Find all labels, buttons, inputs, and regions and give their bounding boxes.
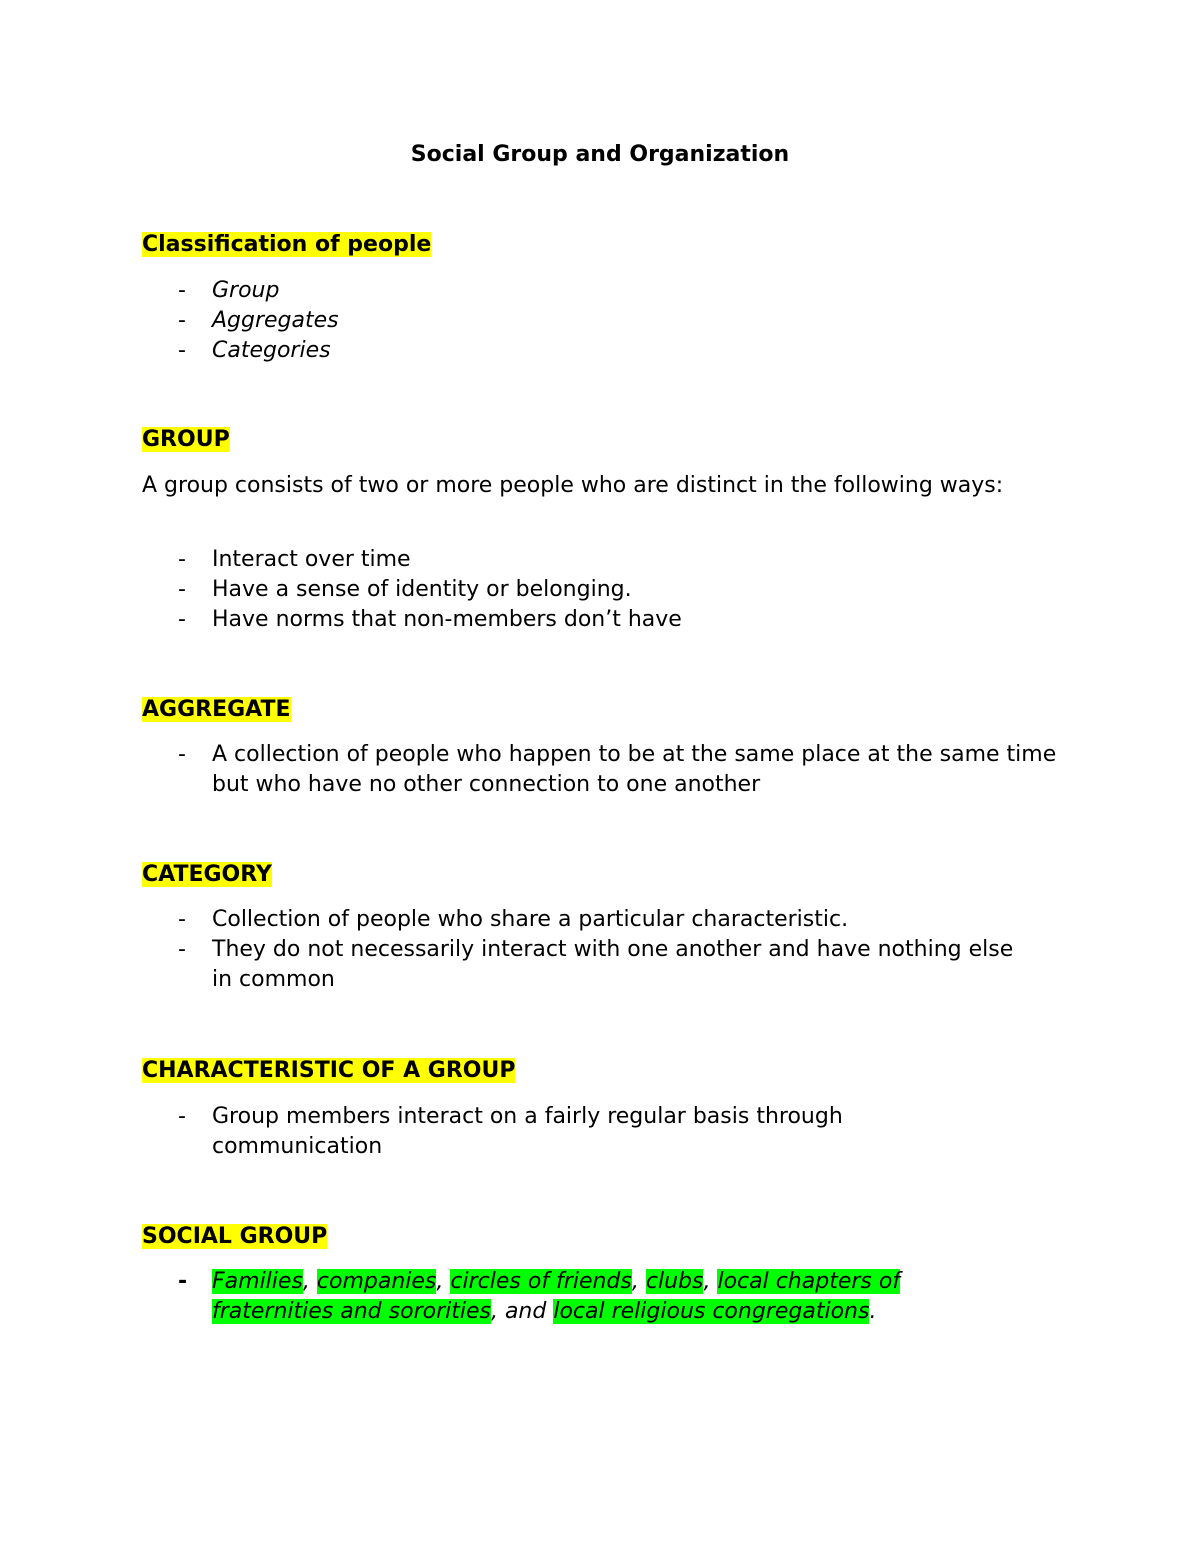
aggregate-list bbox=[142, 740, 1072, 800]
list-item: Aggregates bbox=[212, 308, 339, 333]
section-social-group bbox=[142, 1222, 327, 1252]
list-item: Categories bbox=[212, 338, 331, 363]
characteristic-list bbox=[142, 1102, 912, 1162]
separator: , bbox=[631, 1269, 646, 1294]
bullet: - bbox=[178, 607, 186, 632]
separator: , and bbox=[490, 1299, 554, 1324]
example-highlight: Families bbox=[212, 1269, 303, 1294]
list-item: Have norms that non-members don’t have bbox=[212, 607, 682, 632]
section-heading: Classification of people bbox=[142, 232, 432, 257]
section-heading: SOCIAL GROUP bbox=[142, 1224, 328, 1249]
separator: , bbox=[436, 1269, 451, 1294]
bullet: - bbox=[178, 742, 186, 767]
list-item: Collection of people who share a particular characteristic. bbox=[212, 907, 849, 932]
list-item: Group members interact on a fairly regular basis through communication bbox=[212, 1104, 843, 1159]
group-paragraph: A group consists of two or more people who are distinct in the following ways: bbox=[142, 473, 1004, 498]
section-characteristic bbox=[142, 1056, 515, 1086]
section-category bbox=[142, 860, 272, 890]
bullet: - bbox=[178, 308, 186, 333]
section-heading: AGGREGATE bbox=[142, 697, 291, 722]
bullet: - bbox=[178, 1269, 188, 1294]
bullet: - bbox=[178, 547, 186, 572]
social-group-list bbox=[142, 1267, 972, 1327]
bullet: - bbox=[178, 577, 186, 602]
list-item: A collection of people who happen to be at the same place at the same time but who have no other connection to one another bbox=[212, 742, 1057, 797]
section-heading: GROUP bbox=[142, 427, 230, 452]
category-list bbox=[142, 905, 1072, 995]
section-classification bbox=[142, 230, 431, 260]
section-group bbox=[142, 425, 230, 455]
example-highlight: clubs bbox=[645, 1269, 704, 1294]
list-item: Interact over time bbox=[212, 547, 411, 572]
list-item: They do not necessarily interact with one another and have nothing else in common bbox=[212, 937, 1014, 992]
bullet: - bbox=[178, 937, 186, 962]
separator: . bbox=[869, 1299, 877, 1324]
list-item: Group bbox=[212, 278, 280, 303]
bullet: - bbox=[178, 907, 186, 932]
document-title: Social Group and Organization bbox=[410, 142, 790, 167]
separator: , bbox=[302, 1269, 317, 1294]
example-highlight: local chapters of fraternities and sororities bbox=[212, 1269, 901, 1324]
example-highlight: circles of friends bbox=[450, 1269, 632, 1294]
classification-list bbox=[142, 276, 1072, 366]
separator: , bbox=[703, 1269, 718, 1294]
example-highlight: companies bbox=[316, 1269, 437, 1294]
bullet: - bbox=[178, 1104, 186, 1129]
bullet: - bbox=[178, 338, 186, 363]
section-heading: CHARACTERISTIC OF A GROUP bbox=[142, 1058, 516, 1083]
list-item: Have a sense of identity or belonging. bbox=[212, 577, 632, 602]
example-highlight: local religious congregations bbox=[553, 1299, 870, 1324]
section-heading: CATEGORY bbox=[142, 862, 272, 887]
section-aggregate bbox=[142, 695, 291, 725]
bullet: - bbox=[178, 278, 186, 303]
group-list bbox=[142, 545, 1072, 635]
